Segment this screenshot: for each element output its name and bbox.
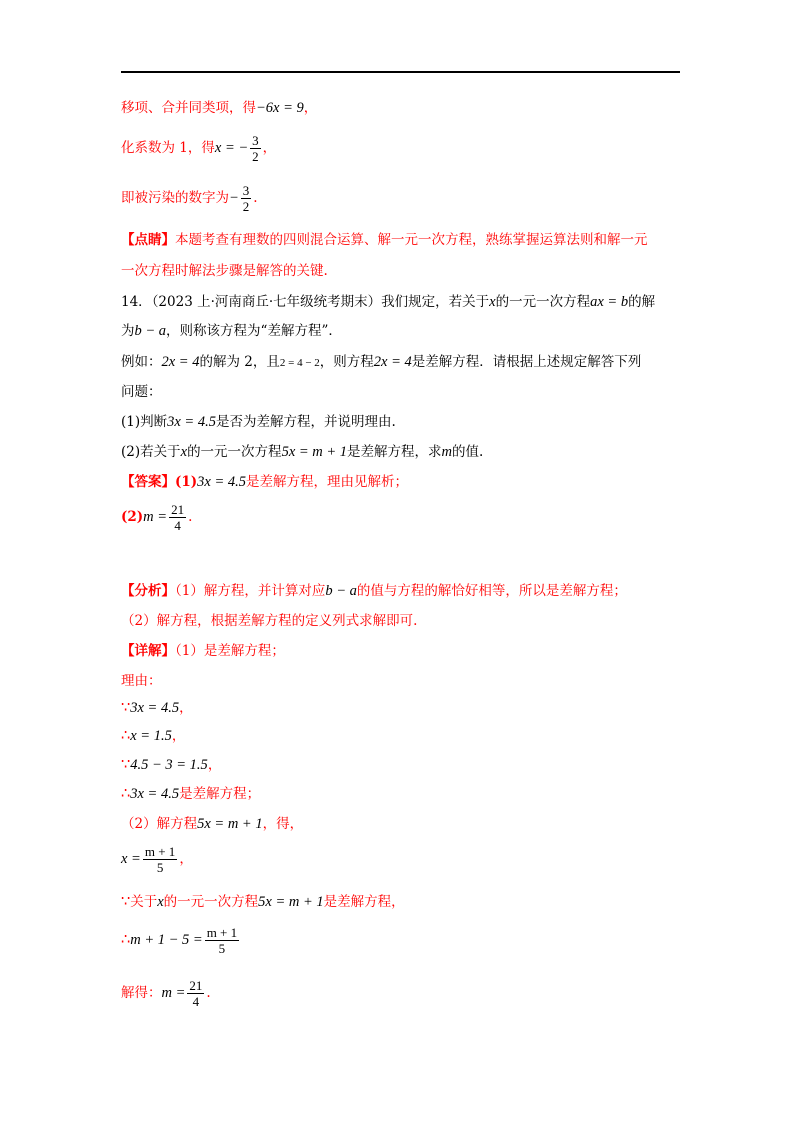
question-part-1 xyxy=(121,413,396,431)
detail-line-1 xyxy=(121,642,285,660)
analysis-text: 的值与方程的解恰好相等，所以是差解方程； xyxy=(356,583,627,599)
question-text: 的一元一次方程 xyxy=(187,444,282,460)
detail-line-3 xyxy=(121,699,193,717)
question-text: (1)判断 xyxy=(121,414,168,430)
note-text: 本题考查有理数的四则混合运算、解一元一次方程，熟练掌握运算法则和解一元 xyxy=(175,232,648,248)
question-text: 的解为 2，且 xyxy=(199,354,280,370)
math-equation: m + 1 − 5 = xyxy=(130,932,203,948)
math-equation: 4.5 − 3 = 1.5 xyxy=(130,757,208,773)
detail-line-8 xyxy=(121,842,193,876)
analysis-line-2 xyxy=(121,612,417,630)
question-source: （2023 上·河南商丘·七年级统考期末） xyxy=(151,294,382,310)
because-symbol: ∵ xyxy=(121,757,131,773)
math-equation: 3x = 4.5 xyxy=(167,414,216,430)
fraction xyxy=(205,925,239,956)
punct: ， xyxy=(262,140,277,156)
therefore-symbol: ∴ xyxy=(121,932,131,948)
math-equation: 3x = 4.5 xyxy=(197,474,247,490)
question-text: 的一元一次方程 xyxy=(495,294,591,310)
denominator: 2 xyxy=(242,199,250,214)
math-equation: m = xyxy=(161,985,186,1001)
analysis-line-1 xyxy=(121,582,627,600)
detail-text: 是差解方程； xyxy=(179,786,261,802)
detail-line-11 xyxy=(121,976,211,1010)
coefficient-text: 化系数为 1，得 xyxy=(121,140,215,156)
question-text: (2)若关于 xyxy=(121,444,181,460)
question-text: 是差解方程．请根据上述规定解答下列 xyxy=(411,354,642,370)
detail-text: 理由： xyxy=(121,673,162,689)
note-line-2 xyxy=(121,262,328,280)
because-symbol: ∵ xyxy=(121,894,131,910)
question-number: 14． xyxy=(121,294,152,310)
question-text: ，则方程 xyxy=(319,354,374,370)
question-text: 的解 xyxy=(628,294,656,310)
fraction xyxy=(187,978,204,1009)
math-equation: x = xyxy=(121,851,141,867)
punct: ， xyxy=(179,700,193,716)
fraction xyxy=(241,183,252,214)
because-symbol: ∵ xyxy=(121,700,131,716)
math-equation: b − a xyxy=(325,583,357,599)
therefore-symbol: ∴ xyxy=(121,728,131,744)
answer-line-2 xyxy=(121,500,192,534)
numerator: m + 1 xyxy=(206,925,238,940)
detail-line-7 xyxy=(121,815,303,833)
answer-line-1 xyxy=(121,473,408,491)
punct: ， xyxy=(179,851,193,867)
answer-text: 是差解方程，理由见解析； xyxy=(246,474,409,490)
numerator: 3 xyxy=(242,183,250,198)
math-equation: ax = b xyxy=(590,294,629,310)
detail-line-4 xyxy=(121,727,185,745)
fraction xyxy=(143,844,177,875)
combine-text: 移项、合并同类项，得 xyxy=(121,100,256,116)
detail-line-5 xyxy=(121,756,221,774)
question-text: 是否为差解方程，并说明理由. xyxy=(215,414,396,430)
punct: ， xyxy=(171,728,186,744)
question-line-2 xyxy=(121,322,342,340)
analysis-text: （1）解方程，并计算对应 xyxy=(175,583,326,599)
detail-text: 是差解方程， xyxy=(323,894,405,910)
line-stained-number xyxy=(121,181,258,215)
math-equation: m = xyxy=(143,509,168,525)
analysis-tag: 【分析】 xyxy=(121,583,175,599)
denominator: 4 xyxy=(187,993,204,1009)
fraction xyxy=(250,133,261,164)
detail-text: ，得， xyxy=(262,816,304,832)
question-line-1 xyxy=(121,293,655,311)
punct: . xyxy=(188,509,193,525)
question-text: 为 xyxy=(121,323,135,339)
denominator: 2 xyxy=(252,149,259,164)
therefore-symbol: ∴ xyxy=(121,786,131,802)
answer-prefix: (2) xyxy=(121,509,144,525)
math-equation: 5x = m + 1 xyxy=(197,816,263,832)
question-part-2 xyxy=(121,443,483,461)
math-var: x xyxy=(157,894,164,910)
math-equation: 2x = 4 xyxy=(161,354,200,370)
note-tag: 【点睛】 xyxy=(121,232,175,248)
question-text: 我们规定，若关于 xyxy=(381,294,490,310)
math-var: x xyxy=(180,444,188,460)
detail-line-2 xyxy=(121,672,162,690)
answer-tag: 【答案】 xyxy=(121,474,175,490)
note-text: 一次方程时解法步骤是解答的关键. xyxy=(121,263,328,279)
detail-text: 解得： xyxy=(121,985,162,1001)
fraction xyxy=(169,502,186,533)
math-equation: b − a xyxy=(134,323,167,339)
math-equation: 2x = 4 xyxy=(373,354,412,370)
detail-text: 关于 xyxy=(130,894,158,910)
stained-text: 即被污染的数字为 xyxy=(121,190,229,206)
minus-sign: − xyxy=(229,190,239,206)
math-var: x xyxy=(489,294,496,310)
numerator: m + 1 xyxy=(144,844,176,859)
detail-text: （1）是差解方程； xyxy=(175,643,285,659)
detail-line-6 xyxy=(121,785,260,803)
math-equation: 3x = 4.5 xyxy=(130,700,180,716)
math-var: m xyxy=(441,444,453,460)
question-text: 问题： xyxy=(121,384,162,400)
numerator: 21 xyxy=(171,502,185,517)
punct: . xyxy=(253,190,258,206)
numerator: 3 xyxy=(252,133,259,148)
detail-line-9 xyxy=(121,893,405,911)
question-text: 是差解方程，求 xyxy=(347,444,442,460)
coefficient-equation: x = − xyxy=(214,140,249,156)
detail-line-10 xyxy=(121,923,241,957)
math-equation: 5x = m + 1 xyxy=(258,894,324,910)
punct: ， xyxy=(207,757,222,773)
denominator: 5 xyxy=(205,940,239,956)
math-equation: 3x = 4.5 xyxy=(130,786,180,802)
denominator: 4 xyxy=(169,517,186,533)
note-line-1 xyxy=(121,231,648,249)
detail-tag: 【详解】 xyxy=(121,643,175,659)
question-text: ，则称该方程为“差解方程”． xyxy=(166,323,342,339)
question-text: 的值. xyxy=(452,444,484,460)
question-line-4 xyxy=(121,383,162,401)
question-line-3 xyxy=(121,353,641,372)
analysis-text: （2）解方程，根据差解方程的定义列式求解即可. xyxy=(121,613,418,629)
answer-prefix: (1) xyxy=(175,474,198,490)
denominator: 5 xyxy=(143,859,177,875)
math-equation: x = 1.5 xyxy=(130,728,172,744)
detail-text: （2）解方程 xyxy=(121,816,198,832)
punct: . xyxy=(206,985,211,1001)
combine-equation: −6x = 9 xyxy=(256,100,304,116)
header-rule xyxy=(121,71,680,73)
line-combine-terms xyxy=(121,99,317,117)
math-equation: 2 = 4 − 2 xyxy=(279,357,320,369)
detail-text: 的一元一次方程 xyxy=(163,894,259,910)
line-coefficient xyxy=(121,131,276,165)
question-text: 例如： xyxy=(121,354,162,370)
punct: ， xyxy=(303,100,318,116)
numerator: 21 xyxy=(189,978,203,993)
math-equation: 5x = m + 1 xyxy=(281,444,348,460)
